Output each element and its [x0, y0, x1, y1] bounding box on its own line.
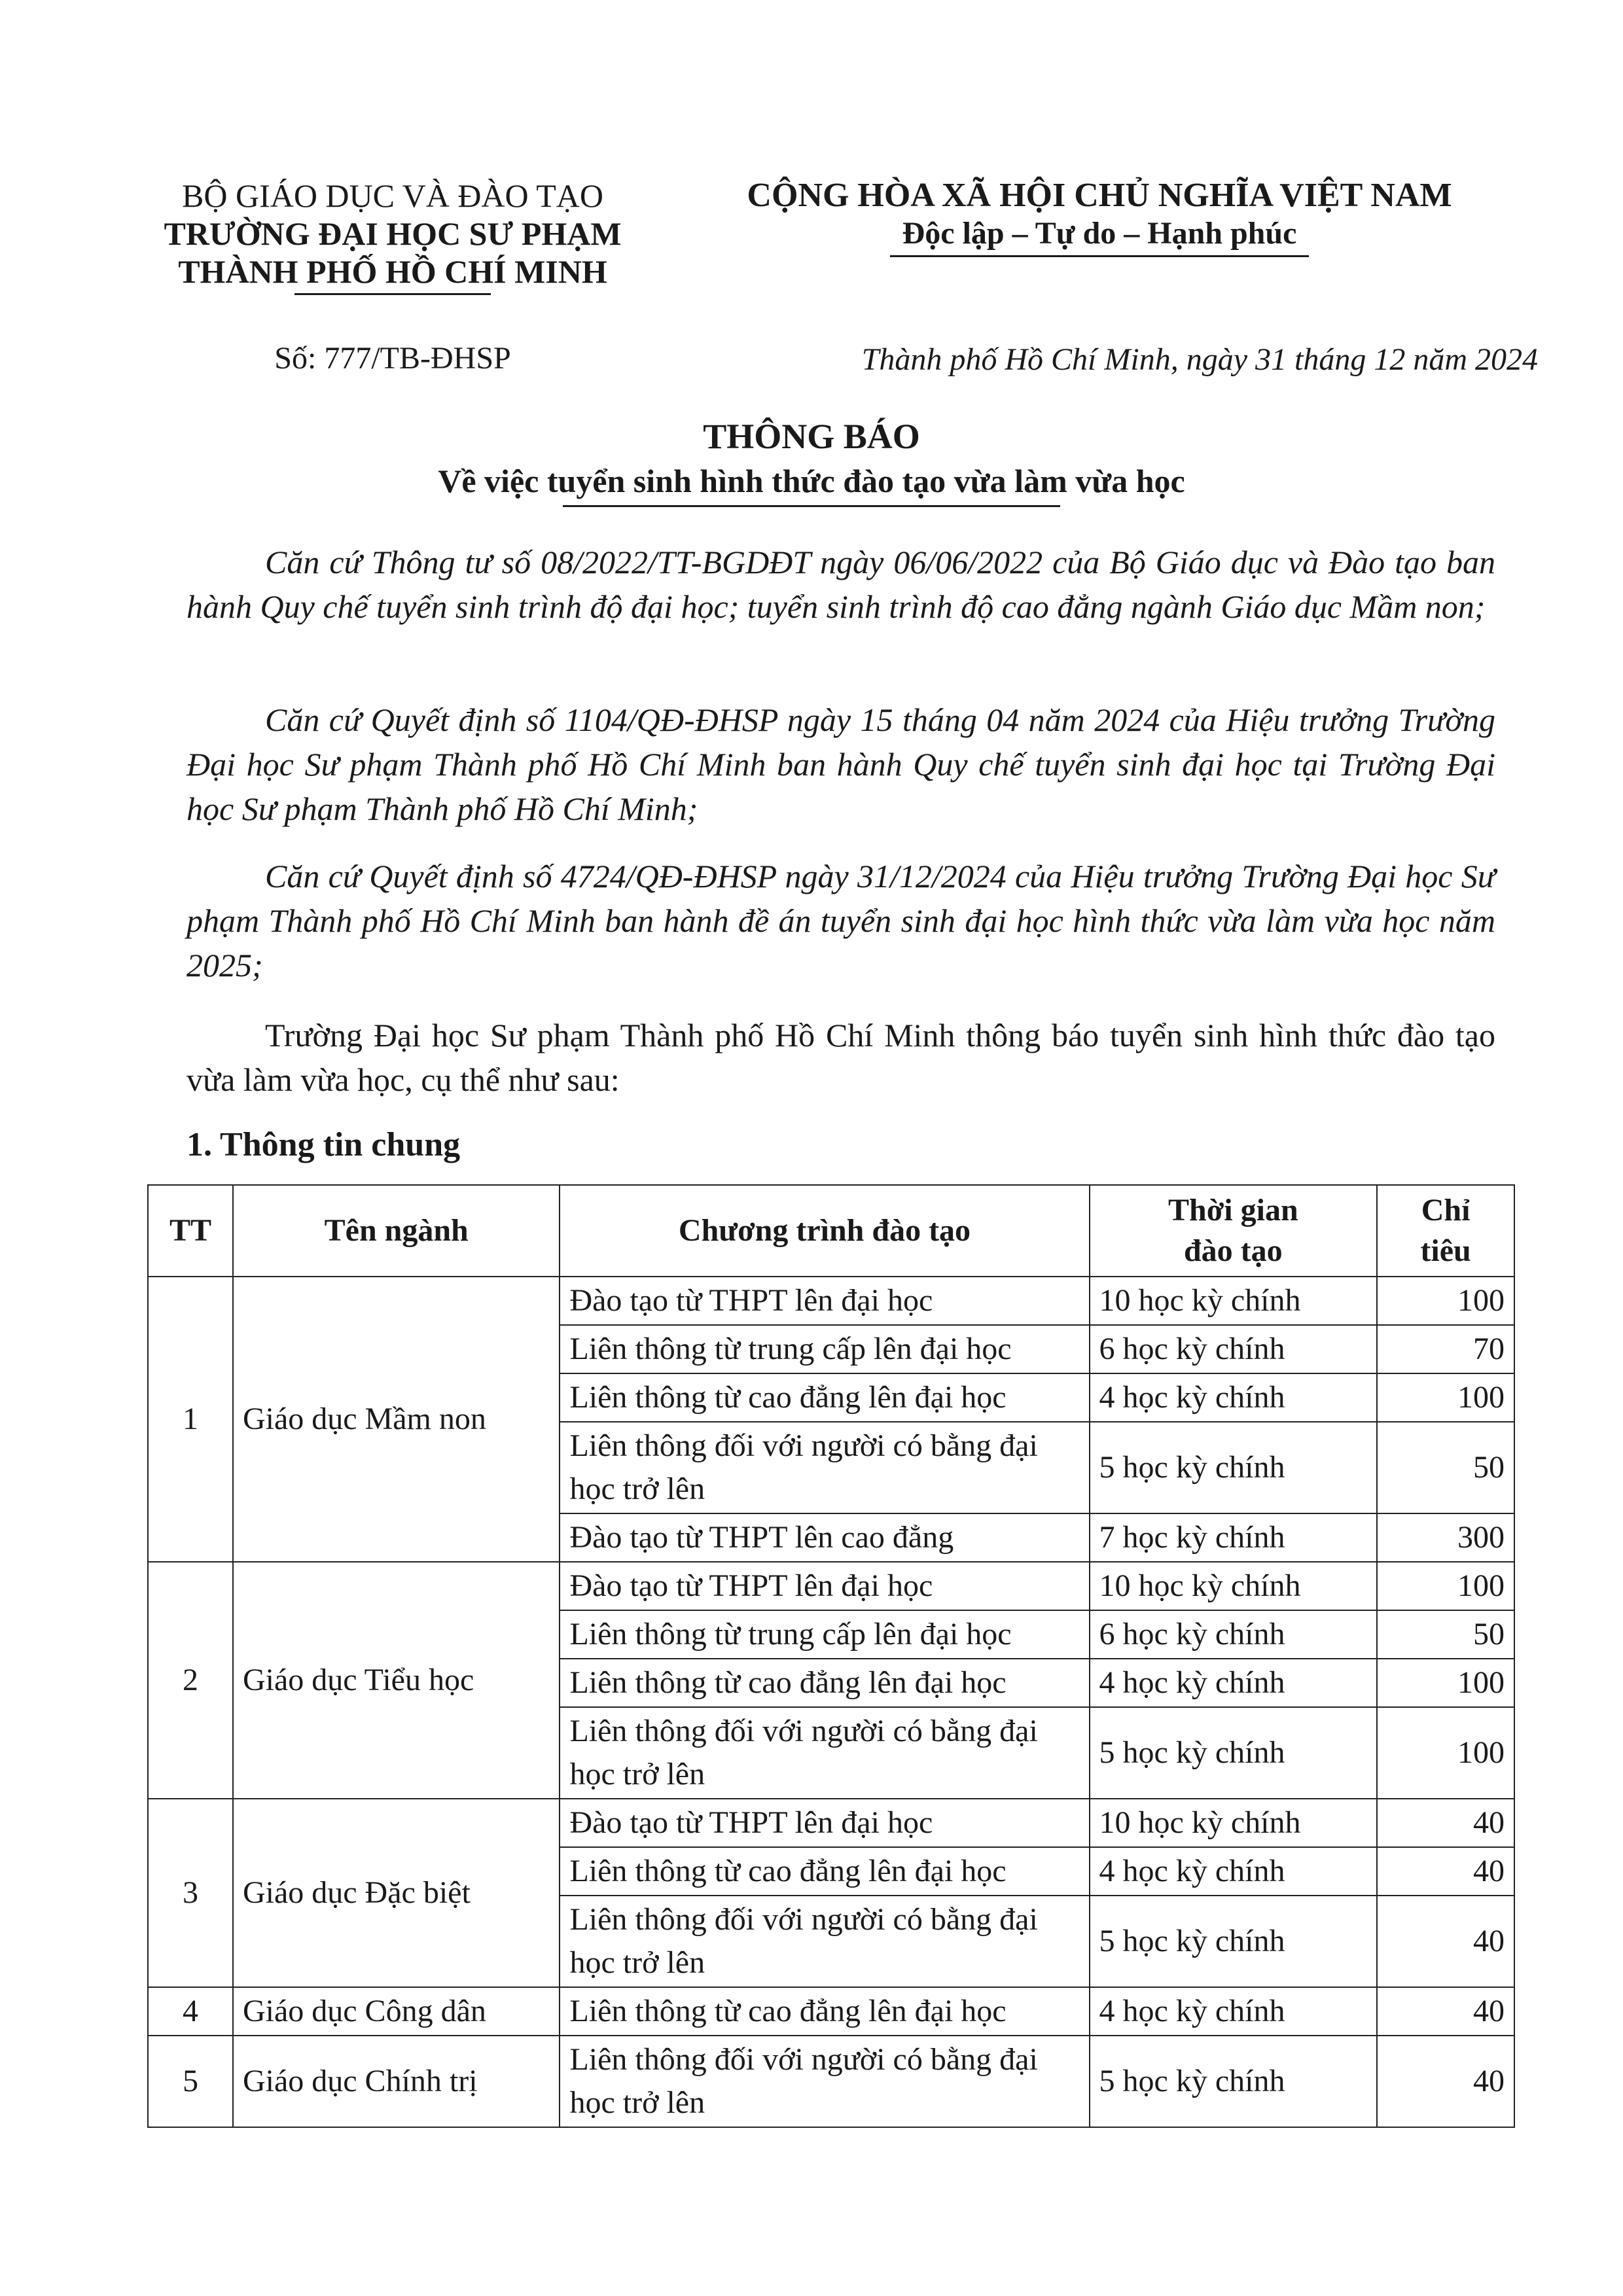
cell-duration: 4 học kỳ chính [1090, 1373, 1378, 1422]
cell-program: Liên thông từ trung cấp lên đại học [560, 1610, 1089, 1659]
cell-quota: 40 [1377, 1896, 1514, 1987]
cell-quota: 100 [1377, 1373, 1514, 1422]
cell-program: Liên thông từ cao đẳng lên đại học [560, 1847, 1089, 1896]
cell-program: Liên thông đối với người có bằng đại học trở lên [560, 2036, 1089, 2127]
cell-quota: 40 [1377, 1799, 1514, 1847]
cell-major: Giáo dục Tiểu học [233, 1562, 560, 1799]
table-row [148, 2036, 1514, 2127]
cell-program: Đào tạo từ THPT lên đại học [560, 1562, 1089, 1610]
cell-program: Đào tạo từ THPT lên đại học [560, 1277, 1089, 1325]
university-name-line2: THÀNH PHỐ HỒ CHÍ MINH [178, 253, 607, 290]
table-row [148, 1799, 1514, 1847]
document-number: Số: 777/TB-ĐHSP [274, 341, 511, 376]
table-row [148, 1562, 1514, 1610]
document-subtitle-block [0, 462, 1623, 507]
section-heading-general-info: 1. Thông tin chung [187, 1126, 461, 1163]
header-duration-line1: Thời gian [1168, 1193, 1298, 1227]
header-tt: TT [148, 1185, 233, 1277]
cell-program: Đào tạo từ THPT lên đại học [560, 1799, 1089, 1847]
legal-basis-paragraph-1: Căn cứ Thông tư số 08/2022/TT-BGDĐT ngày 06/06/2022 của Bộ Giáo dục và Đào tạo ban hành Quy chế tuyển sinh trình độ đại học; tuyển sinh trình độ cao đẳng ngành Giáo dục Mầm non; [187, 544, 1495, 625]
header-quota [1377, 1185, 1514, 1277]
cell-quota: 40 [1377, 1987, 1514, 2036]
cell-major: Giáo dục Chính trị [233, 2036, 560, 2127]
cell-duration: 5 học kỳ chính [1090, 2036, 1378, 2127]
cell-duration: 7 học kỳ chính [1090, 1513, 1378, 1562]
table-row [148, 1987, 1514, 2036]
cell-program: Liên thông đối với người có bằng đại học trở lên [560, 1707, 1089, 1799]
issuer-underline [294, 293, 491, 295]
cell-quota: 100 [1377, 1277, 1514, 1325]
table-header-row [148, 1185, 1514, 1277]
admission-table [147, 1184, 1515, 2128]
cell-tt: 1 [148, 1277, 233, 1562]
cell-major: Giáo dục Đặc biệt [233, 1799, 560, 1987]
country-name: CỘNG HÒA XÃ HỘI CHỦ NGHĨA VIỆT NAM [747, 177, 1452, 214]
cell-program: Liên thông từ cao đẳng lên đại học [560, 1987, 1089, 2036]
cell-program: Liên thông từ cao đẳng lên đại học [560, 1659, 1089, 1707]
cell-quota: 50 [1377, 1610, 1514, 1659]
cell-duration: 4 học kỳ chính [1090, 1659, 1378, 1707]
document-title: THÔNG BÁO [703, 417, 920, 456]
national-motto: Độc lập – Tự do – Hạnh phúc [902, 216, 1297, 251]
cell-duration: 10 học kỳ chính [1090, 1562, 1378, 1610]
place-and-date: Thành phố Hồ Chí Minh, ngày 31 tháng 12 năm 2024 [861, 342, 1538, 377]
cell-duration: 10 học kỳ chính [1090, 1799, 1378, 1847]
legal-basis-paragraph-3: Căn cứ Quyết định số 4724/QĐ-ĐHSP ngày 31/12/2024 của Hiệu trưởng Trường Đại học Sư phạm Thành phố Hồ Chí Minh ban hành đề án tuyển sinh đại học hình thức vừa làm vừa học năm 2025; [187, 858, 1495, 983]
cell-program: Liên thông đối với người có bằng đại học trở lên [560, 1422, 1089, 1513]
header-duration [1090, 1185, 1378, 1277]
cell-quota: 50 [1377, 1422, 1514, 1513]
header-major: Tên ngành [233, 1185, 560, 1277]
announcement-paragraph: Trường Đại học Sư phạm Thành phố Hồ Chí Minh thông báo tuyển sinh hình thức đào tạo vừa làm vừa học, cụ thể như sau: [187, 1017, 1495, 1098]
cell-quota: 70 [1377, 1325, 1514, 1373]
cell-program: Đào tạo từ THPT lên cao đẳng [560, 1513, 1089, 1562]
header-program: Chương trình đào tạo [560, 1185, 1089, 1277]
cell-duration: 5 học kỳ chính [1090, 1707, 1378, 1799]
cell-quota: 300 [1377, 1513, 1514, 1562]
cell-quota: 100 [1377, 1659, 1514, 1707]
cell-quota: 100 [1377, 1562, 1514, 1610]
cell-duration: 10 học kỳ chính [1090, 1277, 1378, 1325]
subtitle-underline [563, 505, 1060, 507]
university-name-line1: TRƯỜNG ĐẠI HỌC SƯ PHẠM [164, 215, 622, 252]
header-duration-line2: đào tạo [1183, 1233, 1283, 1268]
cell-duration: 6 học kỳ chính [1090, 1325, 1378, 1373]
cell-duration: 5 học kỳ chính [1090, 1896, 1378, 1987]
document-subtitle: Về việc tuyển sinh hình thức đào tạo vừa làm vừa học [438, 463, 1185, 499]
cell-tt: 4 [148, 1987, 233, 2036]
cell-major: Giáo dục Công dân [233, 1987, 560, 2036]
cell-duration: 5 học kỳ chính [1090, 1422, 1378, 1513]
cell-tt: 5 [148, 2036, 233, 2127]
legal-basis-paragraph-2: Căn cứ Quyết định số 1104/QĐ-ĐHSP ngày 15 tháng 04 năm 2024 của Hiệu trưởng Trường Đại học Sư phạm Thành phố Hồ Chí Minh ban hành Quy chế tuyển sinh đại học tại Trường Đại học Sư phạm Thành phố Hồ Chí Minh; [187, 701, 1495, 827]
header-quota-line2: tiêu [1420, 1233, 1471, 1268]
cell-duration: 4 học kỳ chính [1090, 1847, 1378, 1896]
cell-program: Liên thông từ cao đẳng lên đại học [560, 1373, 1089, 1422]
national-heading [707, 177, 1492, 257]
cell-program: Liên thông từ trung cấp lên đại học [560, 1325, 1089, 1373]
cell-quota: 40 [1377, 1847, 1514, 1896]
cell-duration: 6 học kỳ chính [1090, 1610, 1378, 1659]
cell-quota: 100 [1377, 1707, 1514, 1799]
issuer-block [124, 177, 661, 295]
cell-major: Giáo dục Mầm non [233, 1277, 560, 1562]
header-quota-line1: Chỉ [1421, 1193, 1471, 1227]
table-row [148, 1277, 1514, 1325]
cell-duration: 4 học kỳ chính [1090, 1987, 1378, 2036]
cell-tt: 2 [148, 1562, 233, 1799]
cell-quota: 40 [1377, 2036, 1514, 2127]
cell-tt: 3 [148, 1799, 233, 1987]
cell-program: Liên thông đối với người có bằng đại học trở lên [560, 1896, 1089, 1987]
ministry-name: BỘ GIÁO DỤC VÀ ĐÀO TẠO [182, 177, 603, 214]
motto-underline [890, 255, 1309, 257]
